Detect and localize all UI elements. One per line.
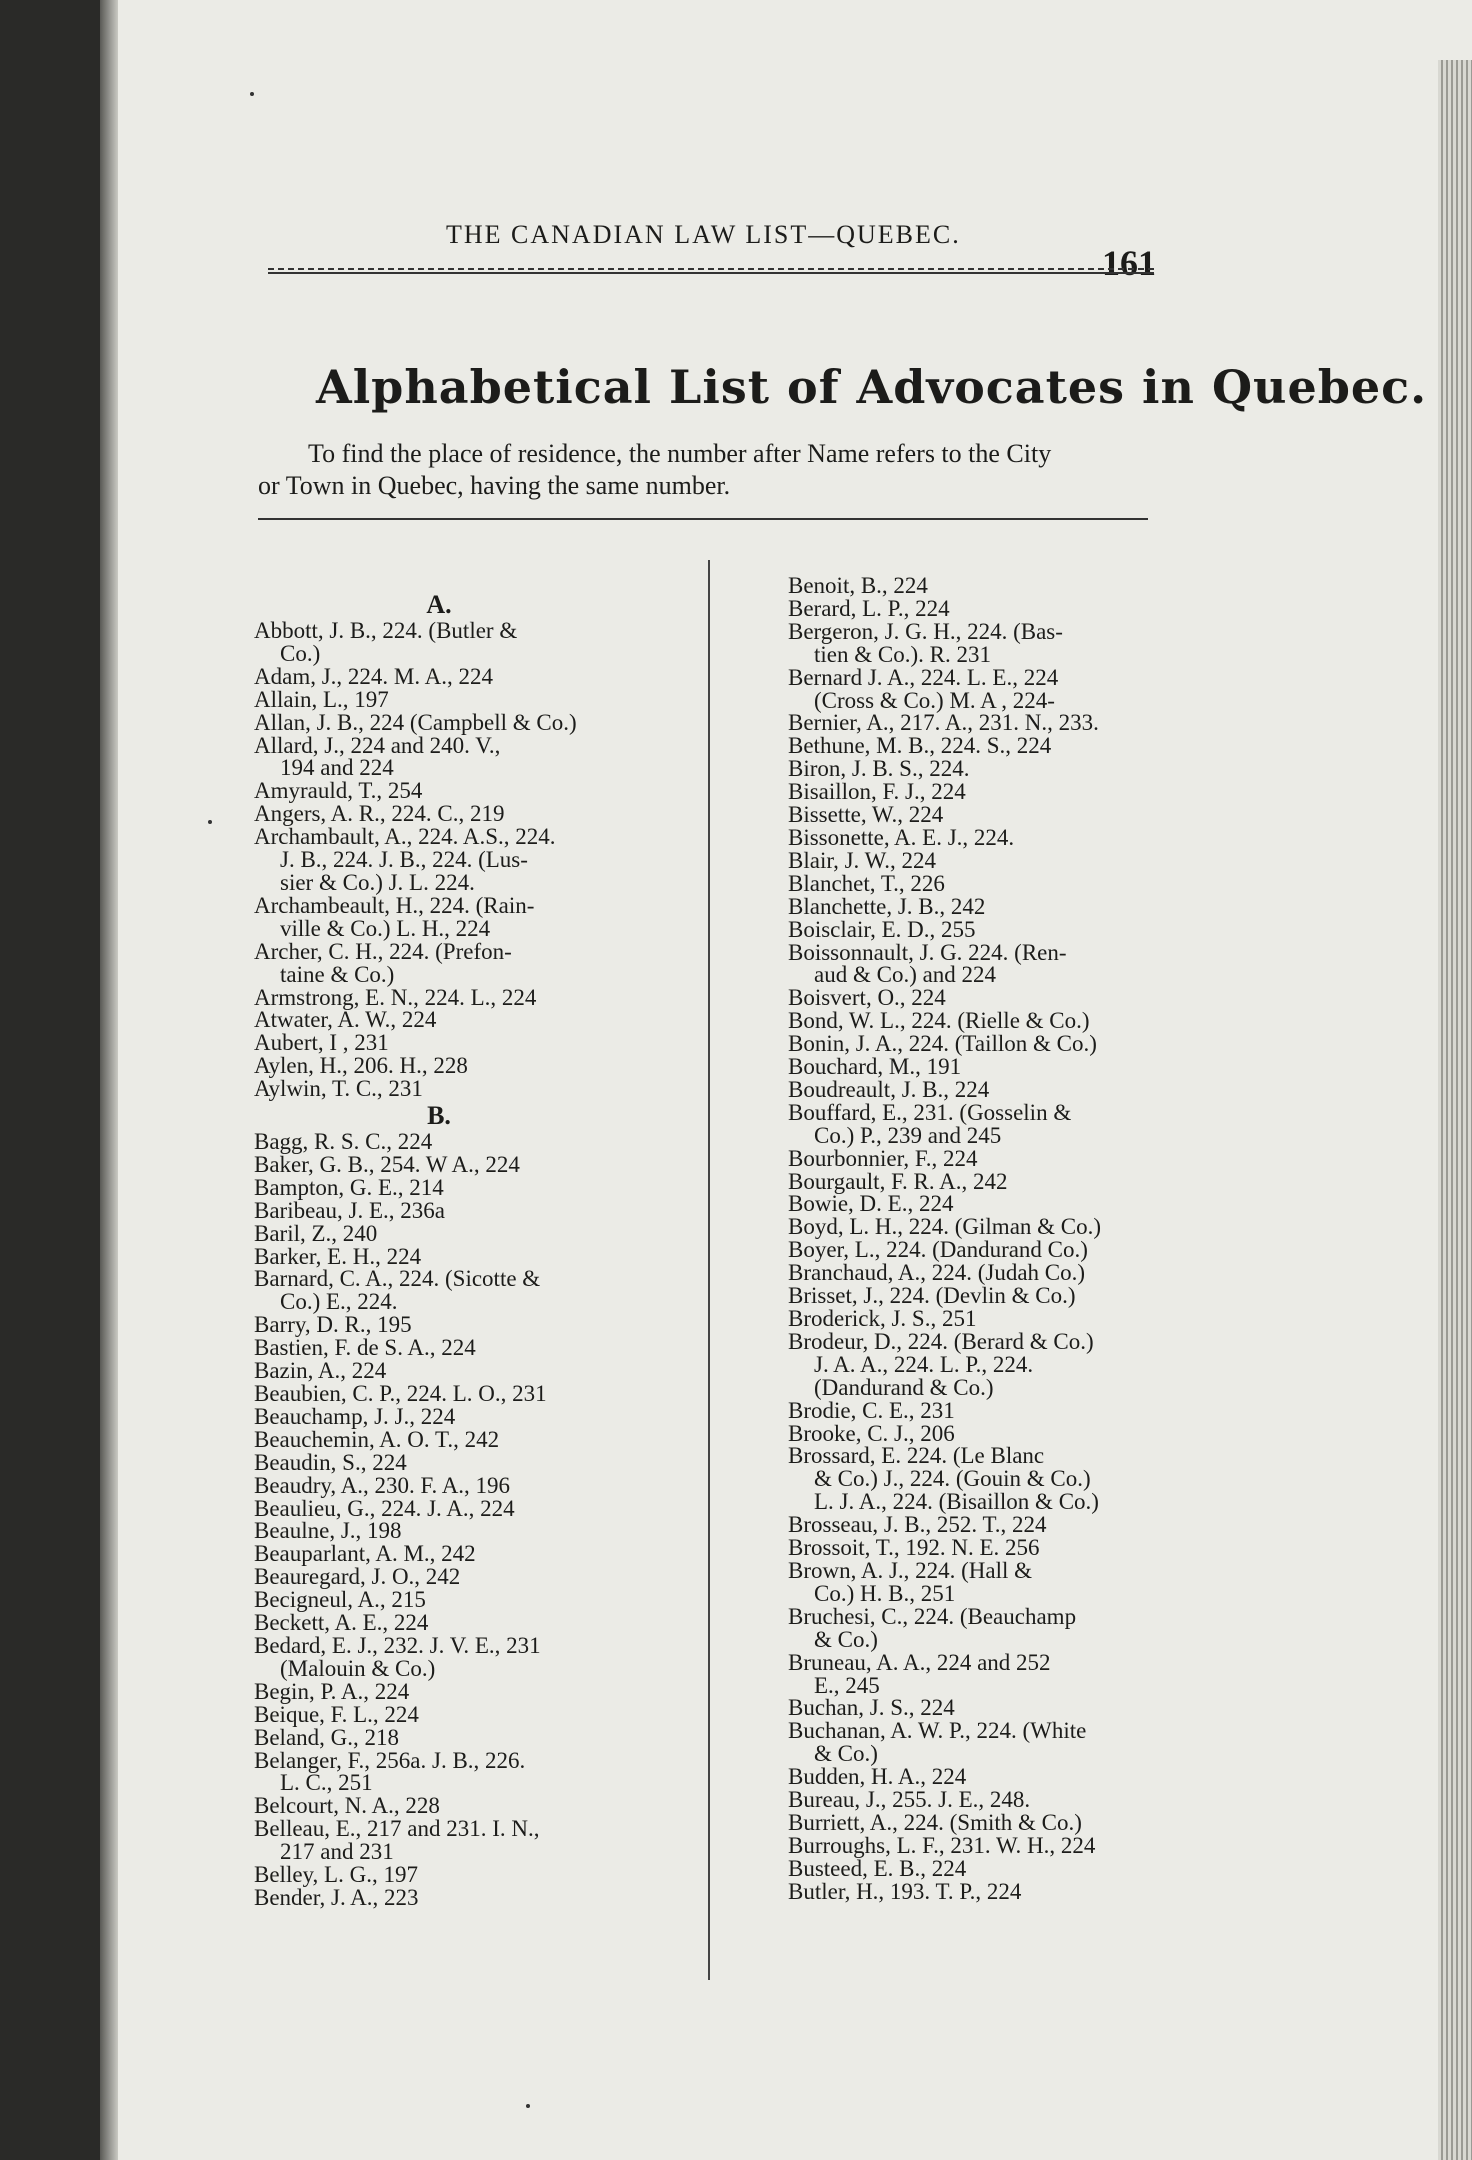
advocate-entry: 194 and 224 bbox=[280, 755, 394, 781]
advocate-entry: Brodeur, D., 224. (Berard & Co.) bbox=[788, 1328, 1094, 1354]
advocate-entry: Co.) H. B., 251 bbox=[814, 1580, 956, 1606]
advocate-entry: Becigneul, A., 215 bbox=[254, 1587, 426, 1613]
left-column bbox=[254, 590, 624, 1910]
advocate-entry: Allard, J., 224 and 240. V., bbox=[254, 732, 501, 758]
advocate-entry: Burroughs, L. F., 231. W. H., 224 bbox=[788, 1832, 1096, 1858]
advocate-entry: Butler, H., 193. T. P., 224 bbox=[788, 1878, 1022, 1904]
advocate-entry: Boisvert, O., 224 bbox=[788, 985, 946, 1011]
advocate-entry: Brosseau, J. B., 252. T., 224 bbox=[788, 1512, 1047, 1538]
advocate-entry: Barker, E. H., 224 bbox=[254, 1243, 422, 1269]
advocate-entry: Bruchesi, C., 224. (Beauchamp bbox=[788, 1603, 1077, 1629]
advocate-entry: Blanchet, T., 226 bbox=[788, 870, 945, 896]
advocate-entry: & Co.) bbox=[814, 1741, 878, 1767]
advocate-entry: Beland, G., 218 bbox=[254, 1724, 400, 1750]
advocate-entry: Bethune, M. B., 224. S., 224 bbox=[788, 733, 1052, 759]
advocate-entry: Bisaillon, F. J., 224 bbox=[788, 779, 966, 805]
page-edges bbox=[1438, 60, 1472, 2160]
advocate-entry: Beaubien, C. P., 224. L. O., 231 bbox=[254, 1381, 547, 1406]
advocate-entry: Buchanan, A. W. P., 224. (White bbox=[788, 1718, 1087, 1744]
entries-list-a bbox=[254, 620, 624, 1101]
advocate-entry: Aylen, H., 206. H., 228 bbox=[254, 1053, 468, 1079]
advocate-entry: Co.) P., 239 and 245 bbox=[814, 1122, 1002, 1148]
advocate-entry: Bender, J. A., 223 bbox=[254, 1884, 419, 1910]
intro-paragraph bbox=[258, 438, 1158, 502]
advocate-entry: Archer, C. H., 224. (Prefon- bbox=[254, 938, 512, 964]
intro-line-2: or Town in Quebec, having the same number. bbox=[258, 471, 731, 500]
advocate-entry: J. A. A., 224. L. P., 224. bbox=[814, 1351, 1034, 1377]
print-speck bbox=[250, 92, 254, 96]
advocate-entry: Bissonette, A. E. J., 224. bbox=[788, 824, 1015, 850]
advocate-entry: Belleau, E., 217 and 231. I. N., bbox=[254, 1816, 540, 1842]
advocate-entry: Beauregard, J. O., 242 bbox=[254, 1564, 461, 1590]
intro-line-1: To find the place of residence, the number after Name refers to the City bbox=[308, 439, 1052, 468]
advocate-entry: Buchan, J. S., 224 bbox=[788, 1695, 955, 1721]
advocate-entry: tien & Co.). R. 231 bbox=[814, 641, 991, 667]
advocate-entry: Atwater, A. W., 224 bbox=[254, 1007, 437, 1033]
advocate-entry: Aylwin, T. C., 231 bbox=[254, 1076, 423, 1102]
advocate-entry: Beauparlant, A. M., 242 bbox=[254, 1541, 476, 1567]
advocate-entry: & Co.) bbox=[814, 1626, 878, 1652]
advocate-entry: (Cross & Co.) M. A , 224- bbox=[814, 687, 1055, 713]
advocate-entry: Bond, W. L., 224. (Rielle & Co.) bbox=[788, 1008, 1090, 1034]
advocate-entry: Berard, L. P., 224 bbox=[788, 595, 950, 621]
advocate-entry: Baril, Z., 240 bbox=[254, 1220, 378, 1246]
advocate-entry: Angers, A. R., 224. C., 219 bbox=[254, 801, 505, 827]
advocate-entry: Abbott, J. B., 224. (Butler & bbox=[254, 618, 518, 643]
advocate-entry: Brossard, E. 224. (Le Blanc bbox=[788, 1443, 1045, 1469]
advocate-entry: 217 and 231 bbox=[280, 1839, 394, 1865]
advocate-entry: Bagg, R. S. C., 224 bbox=[254, 1129, 433, 1155]
advocate-entry: Bastien, F. de S. A., 224 bbox=[254, 1335, 476, 1361]
advocate-entry: Busteed, E. B., 224 bbox=[788, 1855, 967, 1881]
column-divider bbox=[708, 560, 710, 1980]
advocate-entry: Beauchemin, A. O. T., 242 bbox=[254, 1426, 500, 1452]
right-column bbox=[788, 575, 1168, 1904]
advocate-entry: Bedard, E. J., 232. J. V. E., 231 bbox=[254, 1632, 541, 1658]
advocate-entry: Bouchard, M., 191 bbox=[788, 1054, 962, 1080]
advocate-entry: Bampton, G. E., 214 bbox=[254, 1174, 444, 1200]
advocate-entry: L. J. A., 224. (Bisaillon & Co.) bbox=[814, 1489, 1099, 1515]
advocate-entry: Burriett, A., 224. (Smith & Co.) bbox=[788, 1809, 1082, 1835]
advocate-entry: Blair, J. W., 224 bbox=[788, 847, 936, 873]
advocate-entry: Belcourt, N. A., 228 bbox=[254, 1793, 440, 1819]
advocate-entry: Beckett, A. E., 224 bbox=[254, 1610, 429, 1636]
advocate-entry: Armstrong, E. N., 224. L., 224 bbox=[254, 984, 537, 1010]
advocate-entry: Boudreault, J. B., 224 bbox=[788, 1076, 990, 1102]
advocate-entry: Bazin, A., 224 bbox=[254, 1358, 387, 1384]
advocate-entry: Bouffard, E., 231. (Gosselin & bbox=[788, 1099, 1072, 1125]
advocate-entry: Blanchette, J. B., 242 bbox=[788, 893, 986, 919]
section-heading-a: A. bbox=[426, 590, 452, 619]
advocate-entry: Beaudin, S., 224 bbox=[254, 1449, 407, 1475]
advocate-entry: & Co.) J., 224. (Gouin & Co.) bbox=[814, 1466, 1091, 1492]
advocate-entry: Bissette, W., 224 bbox=[788, 802, 944, 828]
advocate-entry: Archambault, A., 224. A.S., 224. bbox=[254, 824, 556, 850]
advocate-entry: Bernard J. A., 224. L. E., 224 bbox=[788, 664, 1059, 690]
advocate-entry: Beique, F. L., 224 bbox=[254, 1701, 419, 1727]
advocate-entry: Allain, L., 197 bbox=[254, 686, 389, 712]
advocate-entry: (Dandurand & Co.) bbox=[814, 1374, 994, 1400]
advocate-entry: Adam, J., 224. M. A., 224 bbox=[254, 663, 493, 689]
advocate-entry: Brisset, J., 224. (Devlin & Co.) bbox=[788, 1283, 1076, 1309]
advocate-entry: Bowie, D. E., 224 bbox=[788, 1191, 954, 1217]
advocate-entry: Co.) E., 224. bbox=[280, 1289, 398, 1315]
print-speck bbox=[526, 2104, 530, 2108]
advocate-entry: Brossoit, T., 192. N. E. 256 bbox=[788, 1535, 1040, 1561]
header-rule bbox=[268, 268, 1154, 270]
advocate-entry: ville & Co.) L. H., 224 bbox=[280, 915, 491, 941]
advocate-entry: Boisclair, E. D., 255 bbox=[788, 916, 976, 942]
section-heading-b: B. bbox=[427, 1101, 451, 1131]
advocate-entry: Beauchamp, J. J., 224 bbox=[254, 1403, 456, 1429]
page-gutter bbox=[100, 0, 118, 2160]
advocate-entry: Allan, J. B., 224 (Campbell & Co.) bbox=[254, 709, 577, 735]
advocate-entry: Bruneau, A. A., 224 and 252 bbox=[788, 1649, 1051, 1675]
advocate-entry: Broderick, J. S., 251 bbox=[788, 1306, 977, 1331]
advocate-entry: taine & Co.) bbox=[280, 961, 395, 987]
entries-list-b bbox=[254, 1131, 624, 1910]
advocate-entry: Barry, D. R., 195 bbox=[254, 1312, 412, 1338]
advocate-entry: sier & Co.) J. L. 224. bbox=[280, 869, 475, 895]
advocate-entry: Bourbonnier, F., 224 bbox=[788, 1145, 978, 1171]
advocate-entry: Boyer, L., 224. (Dandurand Co.) bbox=[788, 1237, 1088, 1263]
advocate-entry: L. C., 251 bbox=[280, 1770, 373, 1796]
advocate-entry: E., 245 bbox=[814, 1672, 880, 1698]
advocate-entry: Branchaud, A., 224. (Judah Co.) bbox=[788, 1260, 1086, 1286]
advocate-entry: Boissonnault, J. G. 224. (Ren- bbox=[788, 939, 1067, 965]
advocate-entry: Beaudry, A., 230. F. A., 196 bbox=[254, 1472, 511, 1498]
advocate-entry: Baker, G. B., 254. W A., 224 bbox=[254, 1151, 520, 1177]
advocate-entry: Begin, P. A., 224 bbox=[254, 1678, 410, 1704]
advocate-entry: Beaulne, J., 198 bbox=[254, 1518, 402, 1544]
advocate-entry: Belley, L. G., 197 bbox=[254, 1862, 418, 1888]
advocate-entry: Brodie, C. E., 231 bbox=[788, 1397, 955, 1423]
running-title: THE CANADIAN LAW LIST—QUEBEC. bbox=[446, 220, 961, 249]
advocate-entry: J. B., 224. J. B., 224. (Lus- bbox=[280, 847, 528, 873]
advocate-entry: Belanger, F., 256a. J. B., 226. bbox=[254, 1747, 526, 1773]
advocate-entry: Bonin, J. A., 224. (Taillon & Co.) bbox=[788, 1031, 1097, 1057]
advocate-entry: Archambeault, H., 224. (Rain- bbox=[254, 892, 535, 918]
advocate-entry: Biron, J. B. S., 224. bbox=[788, 756, 970, 782]
advocate-entry: Bourgault, F. R. A., 242 bbox=[788, 1168, 1008, 1194]
advocate-entry: Brown, A. J., 224. (Hall & bbox=[788, 1557, 1033, 1583]
page-number: 161 bbox=[1102, 243, 1156, 283]
entries-list-right bbox=[788, 575, 1168, 1904]
advocate-entry: Benoit, B., 224 bbox=[788, 573, 928, 598]
advocate-entry: Brooke, C. J., 206 bbox=[788, 1420, 955, 1446]
advocate-entry: Beaulieu, G., 224. J. A., 224 bbox=[254, 1495, 515, 1521]
advocate-entry: aud & Co.) and 224 bbox=[814, 962, 997, 988]
header-rule-solid bbox=[268, 272, 1154, 274]
intro-rule bbox=[258, 518, 1148, 520]
advocate-entry: Boyd, L. H., 224. (Gilman & Co.) bbox=[788, 1214, 1102, 1240]
advocate-entry: Co.) bbox=[280, 640, 321, 666]
advocate-entry: Bernier, A., 217. A., 231. N., 233. bbox=[788, 710, 1099, 736]
page-title: Alphabetical List of Advocates in Quebec. bbox=[316, 360, 1428, 414]
advocate-entry: Amyrauld, T., 254 bbox=[254, 778, 423, 804]
advocate-entry: (Malouin & Co.) bbox=[280, 1655, 436, 1681]
advocate-entry: Aubert, I , 231 bbox=[254, 1030, 389, 1056]
advocate-entry: Budden, H. A., 224 bbox=[788, 1764, 967, 1790]
advocate-entry: Bergeron, J. G. H., 224. (Bas- bbox=[788, 618, 1063, 644]
advocate-entry: Barnard, C. A., 224. (Sicotte & bbox=[254, 1266, 541, 1292]
print-speck bbox=[208, 820, 212, 824]
advocate-entry: Baribeau, J. E., 236a bbox=[254, 1197, 445, 1223]
advocate-entry: Bureau, J., 255. J. E., 248. bbox=[788, 1787, 1031, 1813]
